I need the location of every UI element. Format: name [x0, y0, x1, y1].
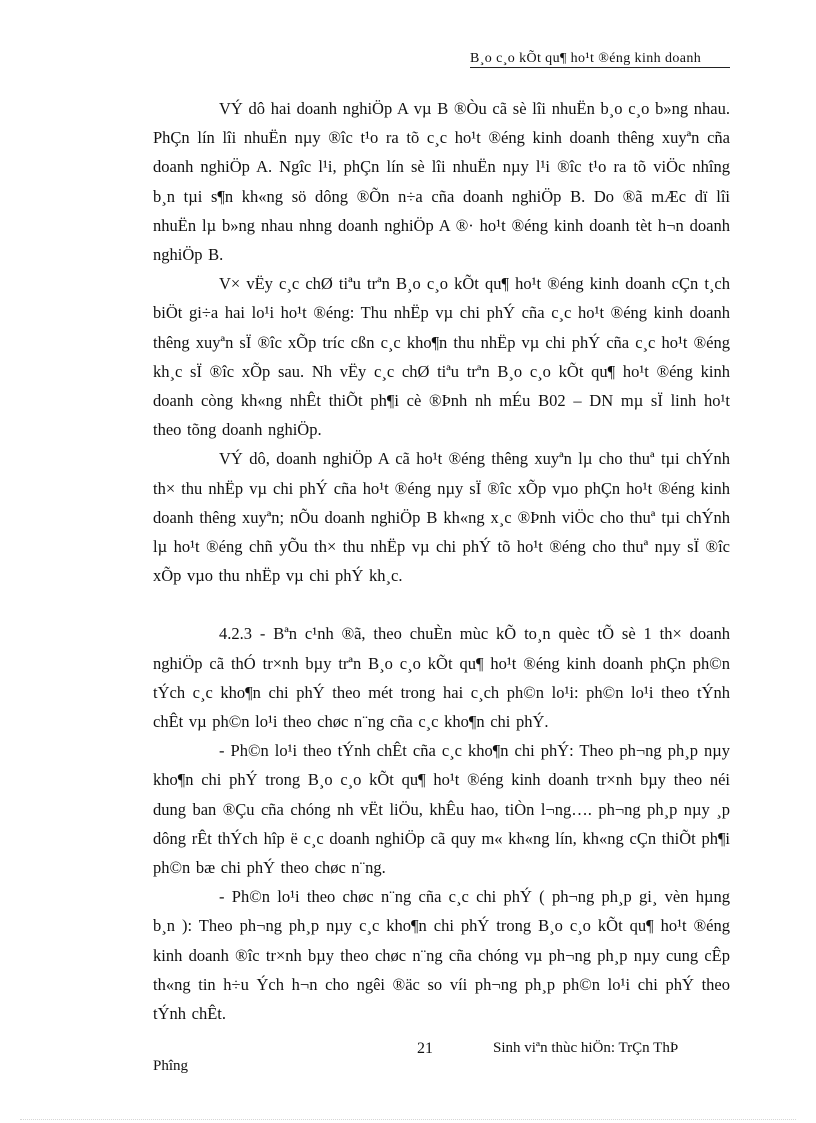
document-body [153, 94, 730, 1028]
page-bottom-border [20, 1119, 796, 1120]
running-header: B¸o c¸o kÕt qu¶ ho¹t ®éng kinh doanh [470, 51, 702, 66]
page-number: 21 [417, 1040, 433, 1057]
paragraph-separation: V× vËy c¸c chØ tiªu trªn B¸o c¸o kÕt qu¶ ho¹t ®éng kinh doanh cÇn t¸ch biÖt gi÷a hai lo¹i ho¹t ®éng: Thu nhËp vµ chi phÝ cña c¸c ho¹t ®éng kinh doanh thêng xuyªn sÏ ®îc xÕp tríc cßn c¸c kho¶n thu nhËp vµ chi phÝ cña c¸c ho¹t ®éng kh¸c sÏ ®îc xÕp sau. Nh vËy c¸c chØ tiªu trªn B¸o c¸o kÕt qu¶ ho¹t ®éng kinh doanh còng kh«ng nhÊt thiÕt ph¶i cè ®Þnh nh mÉu B02 – DN mµ sÏ linh ho¹t theo tõng doanh nghiÖp. [153, 274, 730, 440]
paragraph-section-423: 4.2.3 - Bªn c¹nh ®ã, theo chuÈn mùc kÕ to¸n quèc tÕ sè 1 th× doanh nghiÖp cã thÓ tr×nh bµy trªn B¸o c¸o kÕt qu¶ ho¹t ®éng kinh doanh phÇn ph©n tÝch c¸c kho¶n chi phÝ theo mét trong hai c¸ch ph©n lo¹i: ph©n lo¹i theo tÝnh chÊt vµ ph©n lo¹i theo chøc n¨ng cña c¸c kho¶n chi phÝ. [153, 624, 730, 732]
paragraph-example-ab: VÝ dô hai doanh nghiÖp A vµ B ®Òu cã sè lîi nhuËn b¸o c¸o b»ng nhau. PhÇn lín lîi nhuËn nµy ®îc t¹o ra tõ c¸c ho¹t ®éng kinh doanh thêng xuyªn cña doanh nghiÖp A. Ngîc l¹i, phÇn lín sè lîi nhuËn nµy l¹i ®îc t¹o ra tõ viÖc nhîng b¸n tµi s¶n kh«ng sö dông ®Õn n÷a cña doanh nghiÖp B. Do ®ã mÆc dï lîi nhuËn lµ b»ng nhau nhng doanh nghiÖp A ®· ho¹t ®éng kinh doanh tèt h¬n doanh nghiÖp B. [153, 99, 730, 265]
footer-author-line2: Phîng [153, 1058, 189, 1074]
footer-author-line1: Sinh viªn thùc hiÖn: TrÇn ThÞ [493, 1040, 679, 1056]
header-underline [470, 67, 730, 68]
paragraph-classification-nature: - Ph©n lo¹i theo tÝnh chÊt cña c¸c kho¶n chi phÝ: Theo ph¬ng ph¸p nµy kho¶n chi phÝ trong B¸o c¸o kÕt qu¶ ho¹t ®éng kinh doanh tr×nh bµy theo néi dung ban ®Çu cña chóng nh vËt liÖu, khÊu hao, tiÒn l¬ng…. ph¬ng ph¸p nµy ¸p dông rÊt thÝch hîp ë c¸c doanh nghiÖp cã quy m« kh«ng lín, kh«ng cÇn thiÕt ph¶i ph©n bæ chi phÝ theo chøc n¨ng. [153, 741, 730, 878]
paragraph-example-leasing: VÝ dô, doanh nghiÖp A cã ho¹t ®éng thêng xuyªn lµ cho thuª tµi chÝnh th× thu nhËp vµ chi phÝ cña ho¹t ®éng nµy sÏ ®îc xÕp vµo phÇn ho¹t ®éng kinh doanh thêng xuyªn; nÕu doanh nghiÖp B kh«ng x¸c ®Þnh viÖc cho thuª tµi chÝnh lµ ho¹t ®éng chñ yÕu th× thu nhËp vµ chi phÝ tõ ho¹t ®éng cho thuª nµy sÏ ®îc xÕp vµo thu nhËp vµ chi phÝ kh¸c. [153, 449, 730, 586]
paragraph-classification-function: - Ph©n lo¹i theo chøc n¨ng cña c¸c chi phÝ ( ph¬ng ph¸p gi¸ vèn hµng b¸n ): Theo ph¬ng ph¸p nµy c¸c kho¶n chi phÝ trong B¸o c¸o kÕt qu¶ ho¹t ®éng kinh doanh ®îc tr×nh bµy theo chøc n¨ng cña chóng vµ ph¬ng ph¸p nµy cung cÊp th«ng tin h÷u Ých h¬n cho ngêi ®äc so víi ph¬ng ph¸p ph©n lo¹i chi phÝ theo tÝnh chÊt. [153, 887, 730, 1024]
